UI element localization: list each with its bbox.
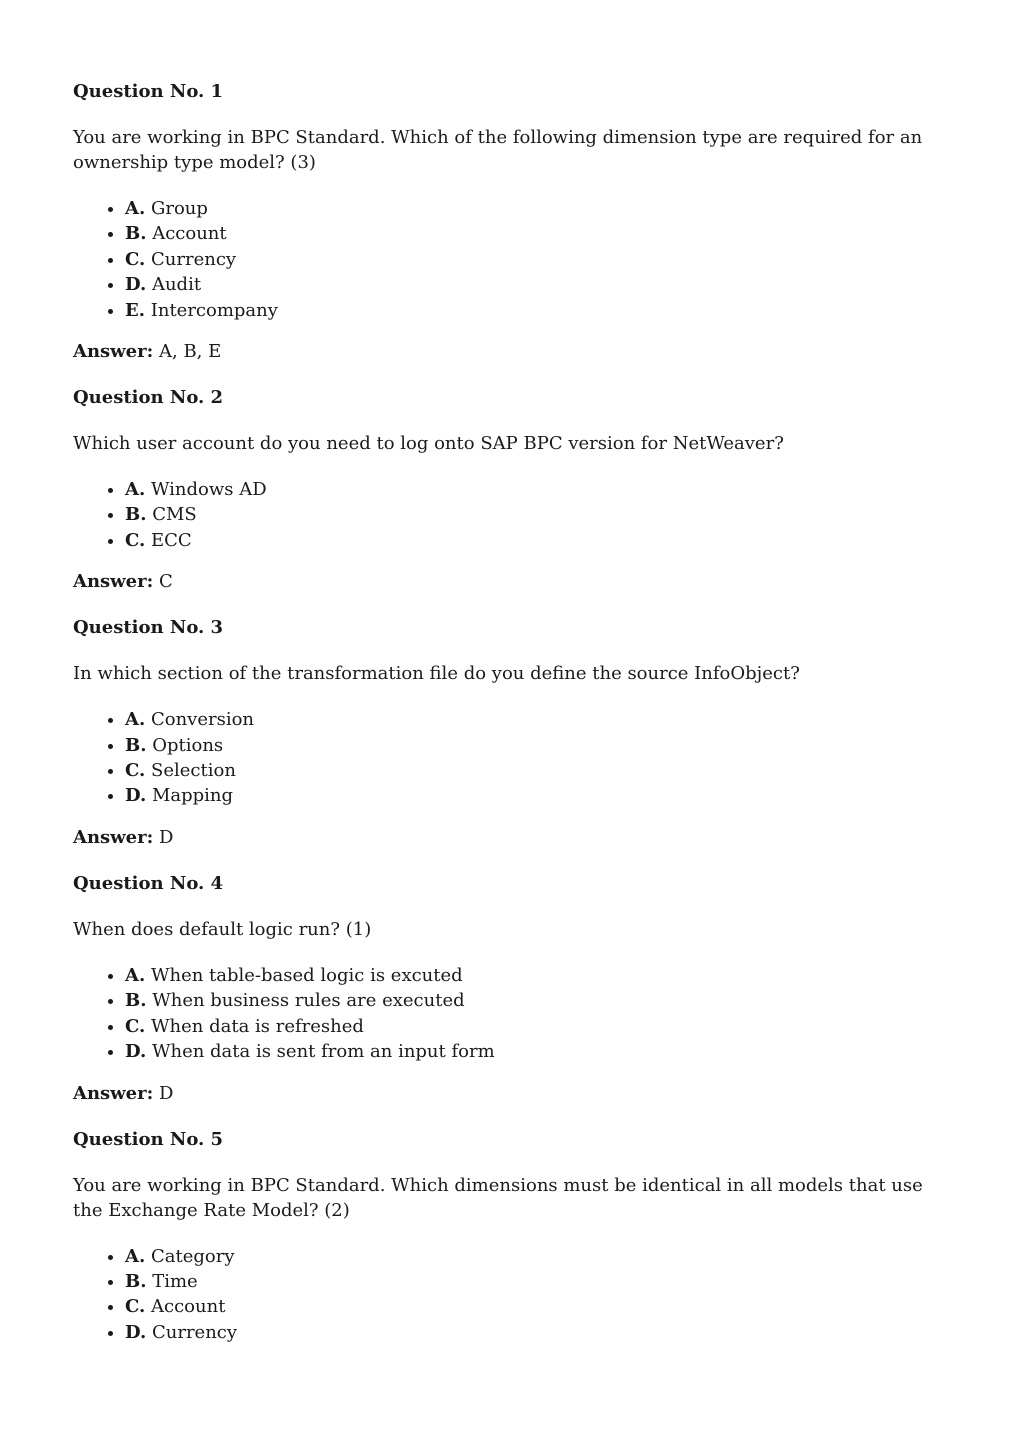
question-title: Question No. 2 bbox=[73, 387, 224, 409]
answer-label: Answer: bbox=[73, 341, 154, 363]
question-text: You are working in BPC Standard. Which dimensions must be identical in all models that use the Exchange Rate Model? (2) bbox=[73, 1174, 923, 1221]
option-letter: A. bbox=[125, 198, 146, 219]
option-item bbox=[125, 1039, 934, 1064]
answer-label: Answer: bbox=[73, 826, 154, 848]
question-title: Question No. 3 bbox=[73, 617, 224, 639]
option-letter: A. bbox=[125, 479, 146, 501]
answer bbox=[73, 569, 934, 594]
option-letter: C. bbox=[125, 529, 146, 551]
answer-label: Answer: bbox=[73, 571, 154, 593]
option-letter: D. bbox=[125, 1321, 147, 1343]
options-list bbox=[73, 1244, 934, 1346]
question-4 bbox=[73, 871, 934, 1106]
option-text: When table-based logic is excuted bbox=[150, 964, 463, 986]
question-title: Question No. 1 bbox=[73, 81, 224, 102]
option-item bbox=[125, 1320, 934, 1345]
option-item bbox=[125, 247, 934, 272]
option-text: Currency bbox=[151, 248, 237, 270]
question-1 bbox=[73, 79, 934, 364]
option-letter: D. bbox=[125, 1041, 147, 1063]
option-item bbox=[125, 477, 934, 502]
option-text: Mapping bbox=[151, 785, 234, 807]
option-text: Conversion bbox=[150, 709, 255, 731]
option-letter: D. bbox=[125, 274, 147, 296]
option-letter: A. bbox=[125, 964, 146, 986]
option-letter: B. bbox=[125, 734, 147, 756]
option-item bbox=[125, 963, 934, 988]
options-list bbox=[73, 963, 934, 1065]
option-item bbox=[125, 1244, 934, 1269]
answer bbox=[73, 1081, 934, 1106]
option-letter: B. bbox=[125, 1270, 147, 1292]
question-text: In which section of the transformation file do you define the source InfoObject? bbox=[73, 663, 800, 685]
option-letter: C. bbox=[125, 760, 146, 782]
option-item bbox=[125, 272, 934, 297]
question-title: Question No. 5 bbox=[73, 1128, 224, 1150]
option-item bbox=[125, 528, 934, 553]
option-item bbox=[125, 707, 934, 732]
option-text: Time bbox=[152, 1270, 198, 1292]
option-text: When data is refreshed bbox=[151, 1015, 364, 1037]
option-item bbox=[125, 1269, 934, 1294]
option-text: When business rules are executed bbox=[152, 990, 465, 1012]
option-letter: B. bbox=[125, 990, 147, 1012]
option-item bbox=[125, 988, 934, 1013]
option-text: Account bbox=[151, 1296, 226, 1318]
answer-value: D bbox=[159, 826, 174, 848]
option-item bbox=[125, 733, 934, 758]
option-letter: B. bbox=[125, 223, 147, 245]
question-title: Question No. 4 bbox=[73, 872, 224, 894]
option-letter: C. bbox=[125, 248, 146, 270]
option-item bbox=[125, 221, 934, 246]
option-text: Options bbox=[152, 734, 224, 756]
option-text: Currency bbox=[151, 1321, 238, 1343]
question-text: Which user account do you need to log onto SAP BPC version for NetWeaver? bbox=[73, 433, 784, 455]
options-list bbox=[73, 196, 934, 323]
answer-value: D bbox=[159, 1082, 174, 1104]
option-item bbox=[125, 758, 934, 783]
option-item bbox=[125, 298, 934, 323]
option-letter: A. bbox=[125, 1245, 146, 1267]
option-text: CMS bbox=[152, 504, 197, 526]
answer-value: A, B, E bbox=[159, 341, 222, 363]
answer-value: C bbox=[159, 571, 173, 593]
question-3 bbox=[73, 615, 934, 850]
answer bbox=[73, 339, 934, 364]
option-item bbox=[125, 1014, 934, 1039]
question-text: When does default logic run? (1) bbox=[73, 918, 372, 940]
option-text: ECC bbox=[151, 529, 192, 551]
option-text: When data is sent from an input form bbox=[151, 1041, 495, 1063]
option-text: Windows AD bbox=[150, 479, 267, 501]
answer-label: Answer: bbox=[73, 1082, 154, 1104]
option-text: Account bbox=[152, 223, 227, 245]
question-text: You are working in BPC Standard. Which of the following dimension type are required for an ownership type model? (3) bbox=[73, 127, 923, 173]
options-list bbox=[73, 477, 934, 553]
option-item bbox=[125, 502, 934, 527]
question-5 bbox=[73, 1127, 934, 1346]
option-letter: C. bbox=[125, 1015, 146, 1037]
option-text: Group bbox=[150, 198, 208, 219]
option-letter: A. bbox=[125, 709, 146, 731]
option-letter: D. bbox=[125, 785, 147, 807]
options-list bbox=[73, 707, 934, 809]
question-2 bbox=[73, 385, 934, 594]
option-text: Category bbox=[150, 1245, 235, 1267]
option-text: Audit bbox=[151, 274, 202, 296]
option-item bbox=[125, 196, 934, 221]
option-text: Selection bbox=[151, 760, 236, 782]
option-item bbox=[125, 1294, 934, 1319]
option-text: Intercompany bbox=[150, 299, 278, 321]
option-letter: E. bbox=[125, 299, 145, 321]
option-letter: C. bbox=[125, 1296, 146, 1318]
answer bbox=[73, 825, 934, 850]
option-item bbox=[125, 783, 934, 808]
option-letter: B. bbox=[125, 504, 147, 526]
